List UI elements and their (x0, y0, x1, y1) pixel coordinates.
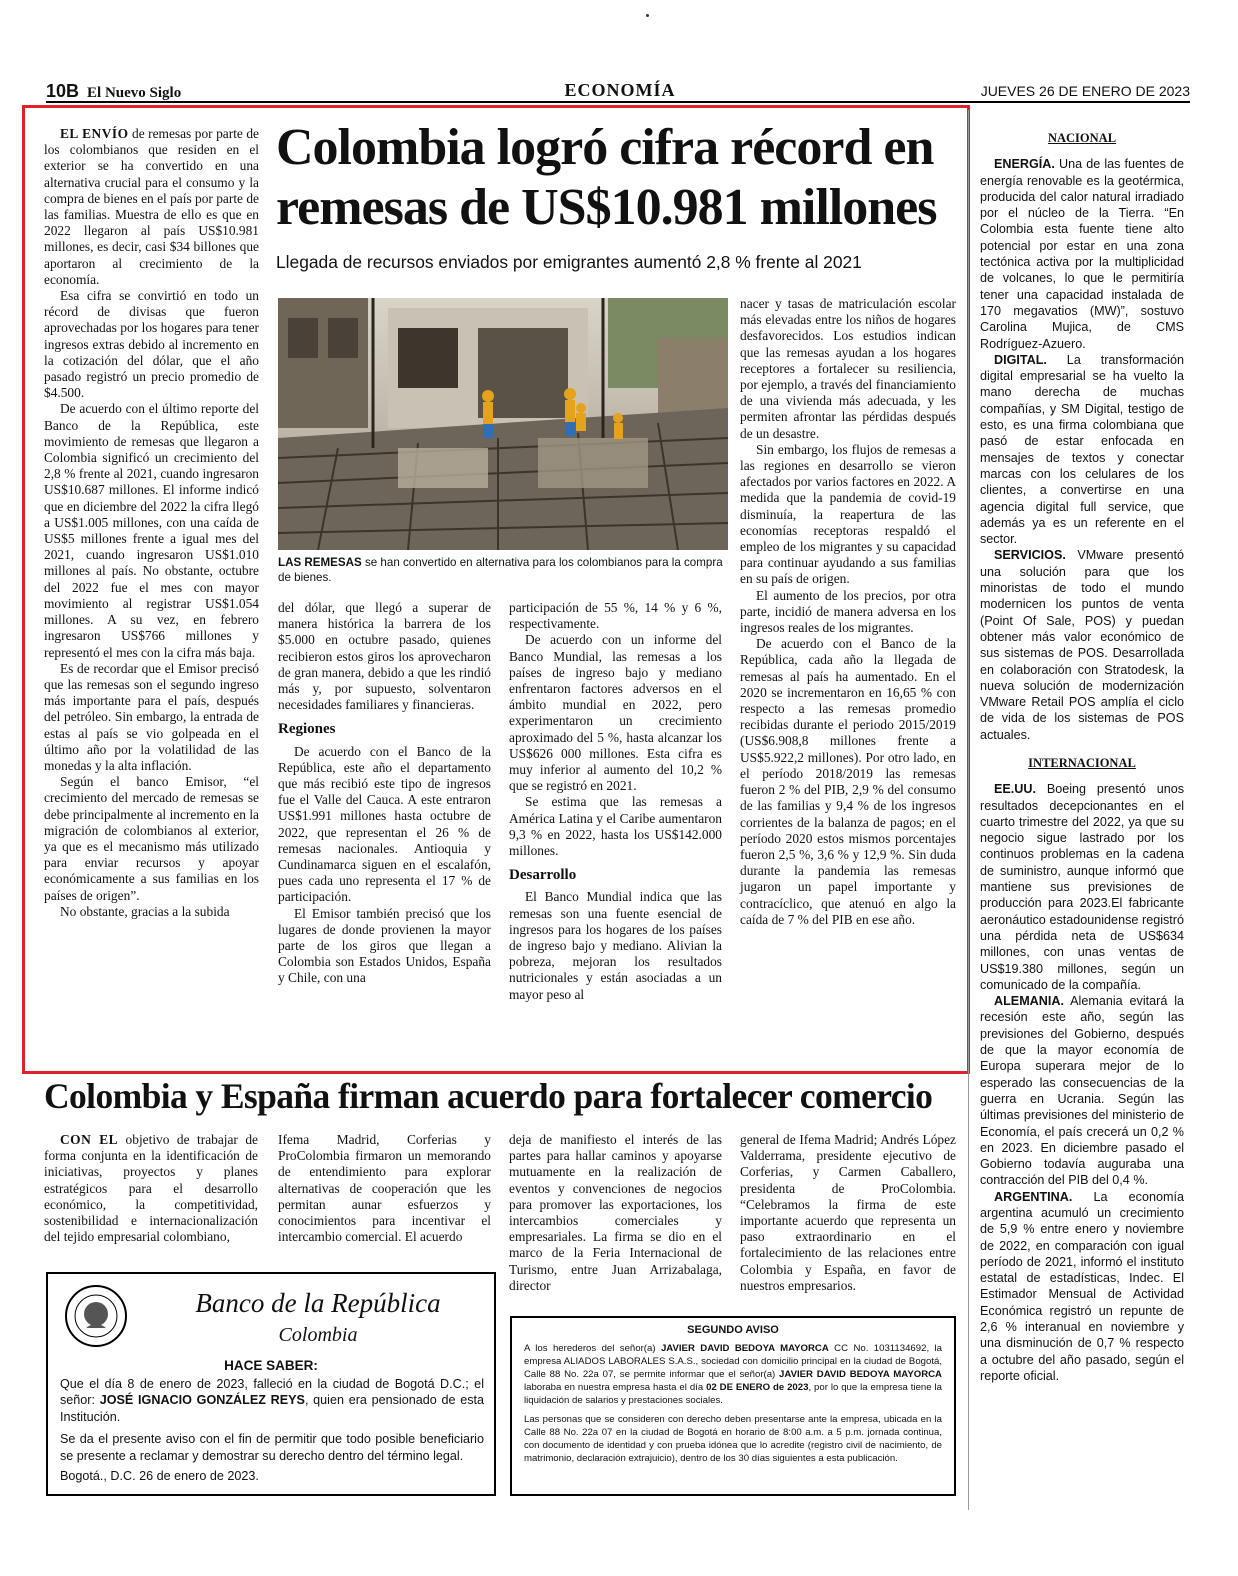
paragraph: participación de 55 %, 14 % y 6 %, respectivamente. (509, 600, 722, 632)
main-headline (276, 118, 966, 238)
bank-notice-title: HACE SABER: (224, 1358, 318, 1373)
second-article-column-1 (44, 1132, 258, 1245)
second-headline: Colombia y España firman acuerdo para fortalecer comercio (44, 1076, 933, 1116)
sidebar (980, 130, 1184, 1384)
paragraph: deja de manifiesto el interés de las partes para hallar caminos y apoyarse mutuamente en la realización de eventos y convenciones de negocios para promover las exportaciones, los intercambios comerciales y empresariales. La firma se dio en el marco de la Feria Internacional de Turismo, entre Juan Arrizabalaga, director (509, 1132, 722, 1293)
sidebar-item-digital: DIGITAL. La transformación digital empresarial se ha vuelto la mano derecha de muchas compañías, y SM Digital, testigo de esto, es una firma colombiana que pasó de estar enfocada en mensajes de textos y conectar marcas con los celulares de los clientes, a convertirse en una agencia digital full service, que además ya es un referente en el sector. (980, 352, 1184, 547)
sidebar-title-internacional: INTERNACIONAL (1028, 755, 1136, 770)
paragraph: nacer y tasas de matriculación escolar más elevadas entre los niños de hogares desfavorecidos. Los estudios indican que las remesas ayudan a los hogares receptores a fortalecer su resiliencia, por ejemplo, a través del financiamiento de una vivienda más adecuada, y les permiten afrontar las pérdidas después de un desastre. (740, 296, 956, 441)
paragraph: del dólar, que llegó a superar de manera histórica la barrera de los $5.000 en octubre pasado, quienes recibieron estos giros los aprovecharon de gran manera, debido a que les rindió más y, por supuesto, solventaron necesidades familiares y financieras. (278, 600, 491, 713)
paragraph: Sin embargo, los flujos de remesas a las regiones en desarrollo se vieron afectados por varios factores en 2022. A medida que la pandemia de covid-19 disminuía, la reapertura de las economías receptoras respaldó el empleo de los migrantes y su capacidad para continuar ayudando a sus familias en su país de origen. (740, 441, 956, 587)
second-notice-paragraph: A los herederos del señor(a) JAVIER DAVID BEDOYA MAYORCA CC No. 1031134692, la empresa ALIADOS LABORALES S.A.S., sociedad con domicilio principal en la ciudad de Bogotá, Calle 88 No. 22a 07, se permite informar que el señor(a) JAVIER DAVID BEDOYA MAYORCA laboraba en nuestra empresa hasta el día 02 DE ENERO de 2023, por lo que la empresa tiene la liquidación de salarios y prestaciones sociales. (524, 1343, 942, 1406)
subheading-regiones: Regiones (278, 721, 336, 738)
bank-notice-paragraph: Que el día 8 de enero de 2023, falleció en la ciudad de Bogotá D.C.; el señor: JOSÉ IGNACIO GONZÁLEZ REYS, quien era pensionado de esta Institución. (60, 1377, 484, 1424)
paragraph: El Banco Mundial indica que las remesas son una fuente esencial de ingresos para los hogares de los países de ingreso bajo y mediano. Alivian la pobreza, mejoran los resultados nutricionales y están asociadas a un mayor peso al (509, 889, 722, 1002)
page-number: 10B (46, 81, 80, 101)
main-subhead: Llegada de recursos enviados por emigrantes aumentó 2,8 % frente al 2021 (276, 252, 862, 272)
paragraph: El aumento de los precios, por otra parte, incidió de manera adversa en los ingresos reales de los migrantes. (740, 587, 956, 636)
paragraph: EL ENVÍO de remesas por parte de los colombianos que residen en el exterior se ha convertido en una alternativa crucial para el consumo y la compra de bienes en el país por parte de las familias. Muestra de ello es que en 2022 llegaron al país US$10.981 millones, es decir, casi $34 billones que aportaron al crecimiento de la economía. (44, 126, 259, 287)
lead-keyword: EL ENVÍO (60, 126, 129, 141)
second-article-column-2 (278, 1132, 491, 1245)
bank-notice-date: Bogotá., D.C. 26 de enero de 2023. (60, 1469, 259, 1484)
masthead-rule (46, 101, 1190, 103)
article-column-1 (44, 126, 259, 920)
sidebar-item-energia: ENERGÍA. Una de las fuentes de energía renovable es la geotérmica, producida del calor natural irradiado por el núcleo de la Tierra. “En Colombia esta fuente tiene alto potencial por estar en una zona tectónica activa por la multiplicidad de volcanes, lo que le permitiría tener una capacidad instalada de 170 megavatios (MW)”, sostuvo Carolina Mujica, de CMS Rodríguez-Azuero. (980, 157, 1184, 351)
paragraph: Es de recordar que el Emisor precisó que las remesas son el segundo ingreso más importante para el país, después del petróleo. Sin embargo, la entrada de estas al país se vio golpeada en el último año por la volatilidad de las monedas y la alta inflación. (44, 660, 259, 773)
page-date: JUEVES 26 DE ENERO DE 2023 (980, 83, 1190, 99)
paper-name: El Nuevo Siglo (87, 85, 182, 101)
caption-keyword: LAS REMESAS (278, 556, 362, 569)
sidebar-divider (968, 110, 969, 1510)
second-notice-box (510, 1316, 956, 1496)
bank-notice-box (46, 1272, 496, 1496)
headline-line-2: remesas de US$10.981 millones (276, 179, 937, 236)
construction-photo-image (278, 298, 728, 550)
paragraph: De acuerdo con el último reporte del Banco de la República, este movimiento de remesas que llegaron a Colombia significó un crecimiento del 2,8 % frente al 2021, cuando ingresaron US$10.687 millones. El informe indicó que en diciembre del 2022 la cifra llegó a US$1.005 millones, con una caída de US$5 millones frente a igual mes del 2021, cuando ingresaron US$1.010 millones al país. No obstante, octubre del 2022 fue el mes con mayor movimiento al registrar US$1.054 millones. A su vez, en febrero ingresaron US$766 millones y representó el mes con la cifra más baja. (44, 401, 259, 660)
paragraph: De acuerdo con el Banco de la República, este año el departamento que más recibió este tipo de ingresos fue el Valle del Cauca. A este entraron US$1.991 millones hasta octubre de 2022, que representan el 26 % de remesas nacionales. Antioquia y Cundinamarca siguen en el escalafón, pues cada uno representa el 17 % de participación. (278, 743, 491, 905)
page-dot (646, 14, 649, 17)
second-article-column-4 (740, 1132, 956, 1294)
sidebar-item-eeuu: EE.UU. Boeing presentó unos resultados decepcionantes en el cuarto trimestre del 2022, ya que su negocio sigue lastrado por los continuos problemas en la cadena de suministro, aunque informó que mantiene sus previsiones de producción para 2023.El fabricante aeronáutico estadounidense registró una pérdida neta de US$634 millones, con unas ventas de US$19.380 millones, según un comunicado de la compañía. (980, 782, 1184, 992)
masthead-left (46, 81, 181, 102)
bank-seal-icon (64, 1284, 128, 1348)
paragraph: No obstante, gracias a la subida (60, 903, 230, 919)
paragraph: De acuerdo con un informe del Banco Mundial, las remesas a los países de ingreso bajo y mediano enfrentaron factores adversos en el ámbito mundial en 2022, pero experimentaron un crecimiento aproximado del 5 %, hasta alcanzar los US$626 000 millones. Esta cifra es muy inferior al aumento del 10,2 % que se registró en 2021. (509, 632, 722, 794)
article-column-3 (509, 600, 722, 1003)
second-notice-title: SEGUNDO AVISO (687, 1324, 779, 1336)
sidebar-item-servicios: SERVICIOS. VMware presentó una solución para que los minoristas de todo el mundo modernicen los puntos de venta (Point Of Sale, POS) y puedan obtener más valor económico de sus sistemas de POS. Desarrollada en colaboración con Stratodesk, la nueva solución de modernización VMware Retail POS amplía el ciclo de vida de los sistemas de POS actuales. (980, 548, 1184, 742)
sidebar-item-argentina: ARGENTINA. La economía argentina acumuló un crecimiento de 5,9 % entre enero y noviembre de 2022, en comparación con igual período de 2021, informó el instituto estatal de estadísticas, Indec. El Estimador Mensual de Actividad Económica registró un repunte de 2,6 % interanual en noviembre y una disminución de 0,7 % respecto a octubre del año pasado, según el reporte oficial. (980, 1189, 1184, 1383)
article-column-4 (740, 296, 956, 928)
second-notice-paragraph: Las personas que se consideren con derecho deben presentarse ante la empresa, ubicada en la Calle 88 No. 22a 07 en la ciudad de Bogotá en horario de 8:00 a.m. a 5 p.m. jornada continua, con documento de identidad y con prueba idónea que lo acredite (registro civil de nacimiento, de matrimonio, declaración extrajuicio), dentro de los 30 días siguientes a esta publicación. (524, 1414, 942, 1464)
paragraph: El Emisor también precisó que los lugares de donde provienen la mayor parte de los giros que llegan a Colombia son Estados Unidos, España y Chile, con una (278, 905, 491, 986)
sidebar-title-nacional: NACIONAL (1047, 131, 1117, 145)
construction-photo (278, 298, 728, 550)
photo-caption: LAS REMESAS se han convertido en alternativa para los colombianos para la compra de bienes. (278, 556, 723, 584)
subheading-desarrollo: Desarrollo (509, 867, 577, 884)
paragraph: Se estima que las remesas a América Latina y el Caribe aumentaron 9,3 % en 2022, hasta los US$142.000 millones. (509, 794, 722, 859)
lead-keyword: CON EL (60, 1132, 119, 1147)
headline-line-1: Colombia logró cifra récord en (276, 119, 934, 176)
paragraph: general de Ifema Madrid; Andrés López Valderrama, presidente ejecutivo de Corferias, y Carmen Caballero, presidenta de ProColombia. “Celebramos la firma de este importante acuerdo que representa un paso extraordinario en el fortalecimiento de las relaciones entre Colombia y España, en favor de nuestros empresarios. (740, 1132, 956, 1293)
sidebar-item-alemania: ALEMANIA. Alemania evitará la recesión este año, según las previsiones del Gobierno, después de que la mayor economía de Europa superara mejor de lo esperado las consecuencias de la guerra en Ucrania. Según las últimas previsiones del ministerio de Economía, el país crecerá un 0,2 % en 2023. En diciembre pasado el Gobierno todavía auguraba una contracción del PIB del 0,4 %. (980, 994, 1184, 1188)
paragraph: CON EL objetivo de trabajar de forma conjunta en la identificación de iniciativas, proyectos y planes estratégicos para el desarrollo económico, la competitividad, sostenibilidad e internacionalización del tejido empresarial colombiano, (44, 1132, 258, 1245)
bank-name: Banco de la República (195, 1288, 441, 1318)
article-column-2 (278, 600, 491, 987)
paragraph: De acuerdo con el Banco de la República, cada año la llegada de remesas al país ha aumentado. En el 2020 se incrementaron en 16,65 % con respecto a las remesas promedio recibidas durante el periodo 2015/2019 (US$6.908,8 millones frente a US$5.922,2 millones). Por otro lado, en el período 2018/2019 las remesas fueron 2 % del PIB, 2,9 % del consumo de las familias y 9,4 % de los ingresos corrientes de la balanza de pagos; en el período 2020 estos mismos porcentajes fueron 2,5 %, 3,6 % y 12,9 %. Sin duda durante la pandemia las remesas jugaron un papel importante y contracíclico, que atenuó en algo la caída de 7 % del PIB en ese año. (740, 636, 956, 927)
bank-country: Colombia (278, 1324, 358, 1346)
second-article-column-3 (509, 1132, 722, 1294)
section-title: ECONOMÍA (564, 80, 676, 100)
bank-notice-paragraph: Se da el presente aviso con el fin de permitir que todo posible beneficiario se presente a reclamar y demostrar su derecho dentro del término legal. (60, 1432, 484, 1463)
paragraph: Según el banco Emisor, “el crecimiento del mercado de remesas se debe principalmente al incremento en la migración de colombianos al exterior, ya que es el mecanismo más utilizado para enviar recursos y apoyar económicamente a sus familias en los países de origen”. (44, 774, 259, 903)
paragraph: Ifema Madrid, Corferias y ProColombia firmaron un memorando de entendimiento para explorar alternativas de cooperación que les permitan aunar esfuerzos y conocimientos para incentivar el intercambio comercial. El acuerdo (278, 1132, 491, 1245)
bank-notice-body (60, 1376, 484, 1484)
paragraph: Esa cifra se convirtió en todo un récord de divisas que fueron aprovechadas por los hogares para tener ingresos extras debido al incremento en la cotización del dólar, que el año pasado registró un precio promedio de $4.500. (44, 288, 259, 401)
second-notice-body (524, 1342, 942, 1465)
